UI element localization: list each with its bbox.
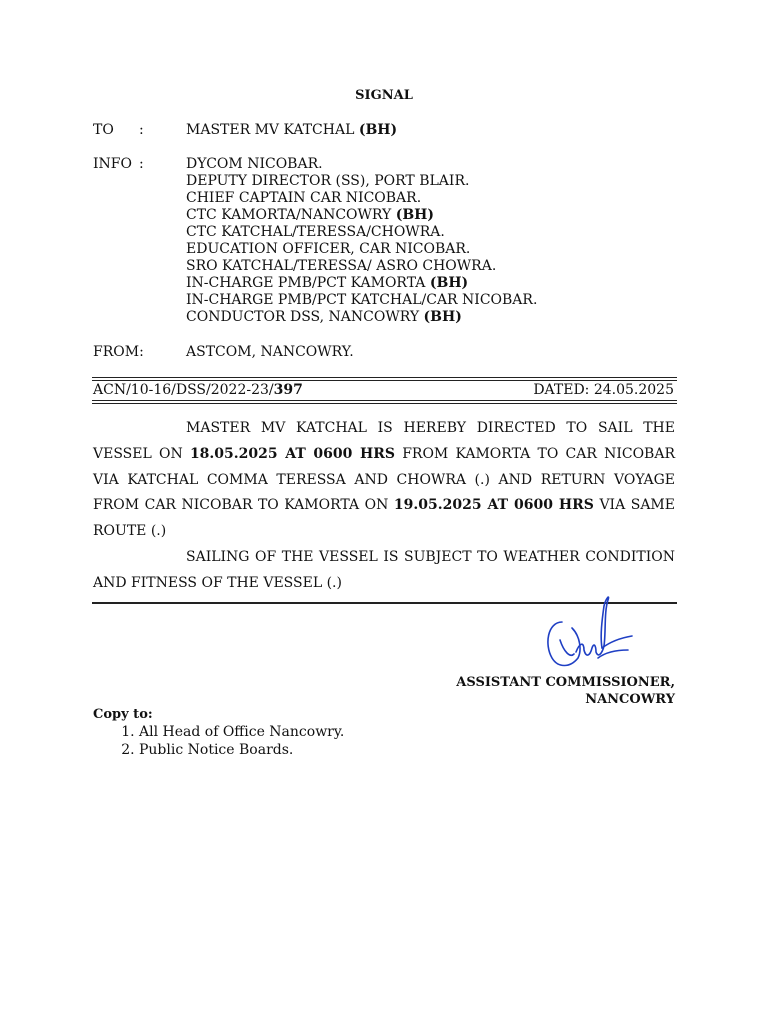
- list-item: 2. Public Notice Boards.: [139, 742, 344, 760]
- info-line: IN-CHARGE PMB/PCT KAMORTA (BH): [186, 275, 469, 291]
- signatory-title: ASSISTANT COMMISSIONER,: [456, 675, 675, 690]
- dated: DATED: 24.05.2025: [533, 382, 674, 398]
- info-line: EDUCATION OFFICER, CAR NICOBAR.: [186, 241, 471, 257]
- info-line: CTC KAMORTA/NANCOWRY (BH): [186, 207, 435, 223]
- info-colon: :: [139, 156, 144, 172]
- copy-to-list: [117, 724, 344, 759]
- info-line: DEPUTY DIRECTOR (SS), PORT BLAIR.: [186, 173, 470, 189]
- divider-top: [92, 377, 677, 378]
- from-value: ASTCOM, NANCOWRY.: [186, 344, 354, 360]
- reference-number: ACN/10-16/DSS/2022-23/397: [93, 382, 303, 398]
- info-label: INFO: [93, 156, 132, 172]
- to-recipient: MASTER MV KATCHAL: [186, 122, 355, 138]
- info-line: IN-CHARGE PMB/PCT KATCHAL/CAR NICOBAR.: [186, 292, 538, 308]
- body-paragraph-2: SAILING OF THE VESSEL IS SUBJECT TO WEATHER CONDITION AND FITNESS OF THE VESSEL (.): [93, 549, 675, 591]
- to-label: TO: [93, 122, 114, 138]
- info-line: CONDUCTOR DSS, NANCOWRY (BH): [186, 309, 462, 325]
- list-item: 1. All Head of Office Nancowry.: [139, 724, 344, 742]
- divider-mid-2: [92, 403, 677, 404]
- body-paragraph-1: MASTER MV KATCHAL IS HEREBY DIRECTED TO SAIL THE VESSEL ON 18.05.2025 AT 0600 HRS FROM KAMORTA TO CAR NICOBAR VIA KATCHAL COMMA TERESSA AND CHOWRA (.) AND RETURN VOYAGE FROM CAR NICOBAR TO KAMORTA ON 19.05.2025 AT 0600 HRS VIA SAME ROUTE (.): [93, 420, 675, 540]
- document-title: SIGNAL: [355, 88, 413, 103]
- info-line: DYCOM NICOBAR.: [186, 156, 323, 172]
- info-line: CTC KATCHAL/TERESSA/CHOWRA.: [186, 224, 445, 240]
- to-recipient-bh: (BH): [358, 122, 398, 138]
- to-colon: :: [139, 122, 144, 138]
- divider-top-2: [92, 380, 677, 381]
- copy-to-label: Copy to:: [93, 707, 153, 722]
- info-line: SRO KATCHAL/TERESSA/ ASRO CHOWRA.: [186, 258, 497, 274]
- from-label: FROM:: [93, 344, 144, 360]
- divider-mid: [92, 400, 677, 401]
- to-value: [186, 122, 397, 139]
- info-line: CHIEF CAPTAIN CAR NICOBAR.: [186, 190, 422, 206]
- signature-mark: [540, 592, 640, 674]
- signatory-office: NANCOWRY: [585, 692, 675, 707]
